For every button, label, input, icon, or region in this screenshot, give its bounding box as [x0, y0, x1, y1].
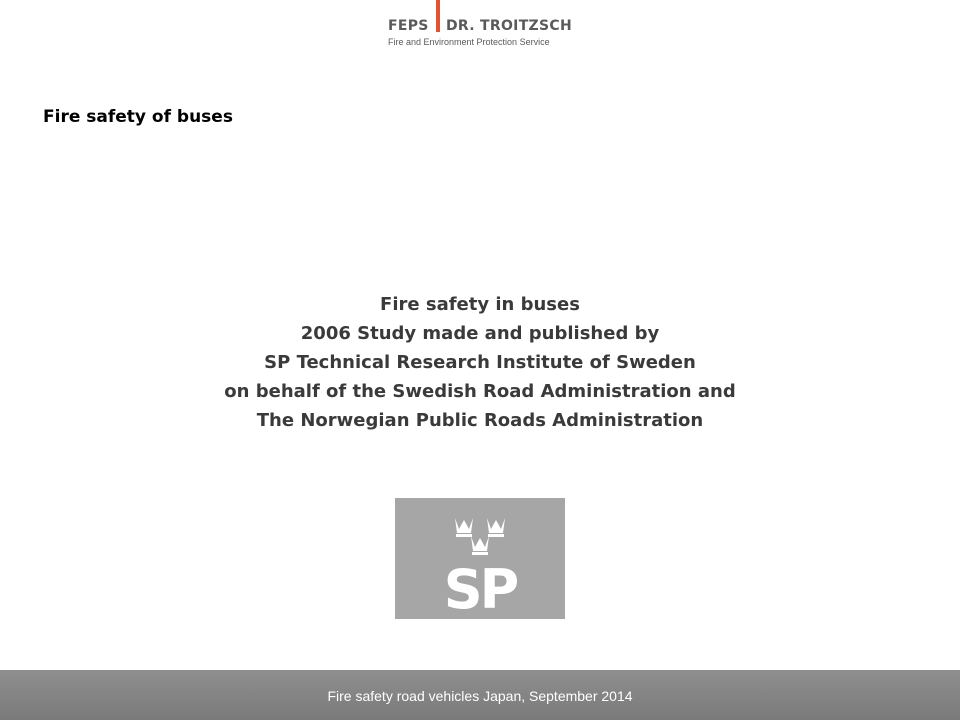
three-crowns-icon [395, 498, 565, 619]
footer-bar [0, 670, 960, 720]
logo-troitzsch-text: DR. TROITZSCH [446, 18, 572, 34]
footer-text: Fire safety road vehicles Japan, September 2014 [327, 688, 633, 704]
body-line: SP Technical Research Institute of Sweden [264, 352, 696, 373]
body-line: 2006 Study made and published by [300, 323, 660, 344]
slide-title: Fire safety of buses [43, 107, 233, 127]
slide-body [80, 290, 880, 435]
body-line: The Norwegian Public Roads Administration [256, 410, 704, 431]
body-line: Fire safety in buses [380, 294, 580, 315]
feps-logo [388, 0, 588, 52]
logo-tagline: Fire and Environment Protection Service [388, 37, 550, 47]
logo-accent-bar [436, 0, 440, 32]
body-line: on behalf of the Swedish Road Administration and [224, 381, 736, 402]
sp-logo-text: SP [443, 558, 517, 619]
sp-logo [395, 498, 565, 619]
logo-feps-text: FEPS [388, 18, 429, 34]
